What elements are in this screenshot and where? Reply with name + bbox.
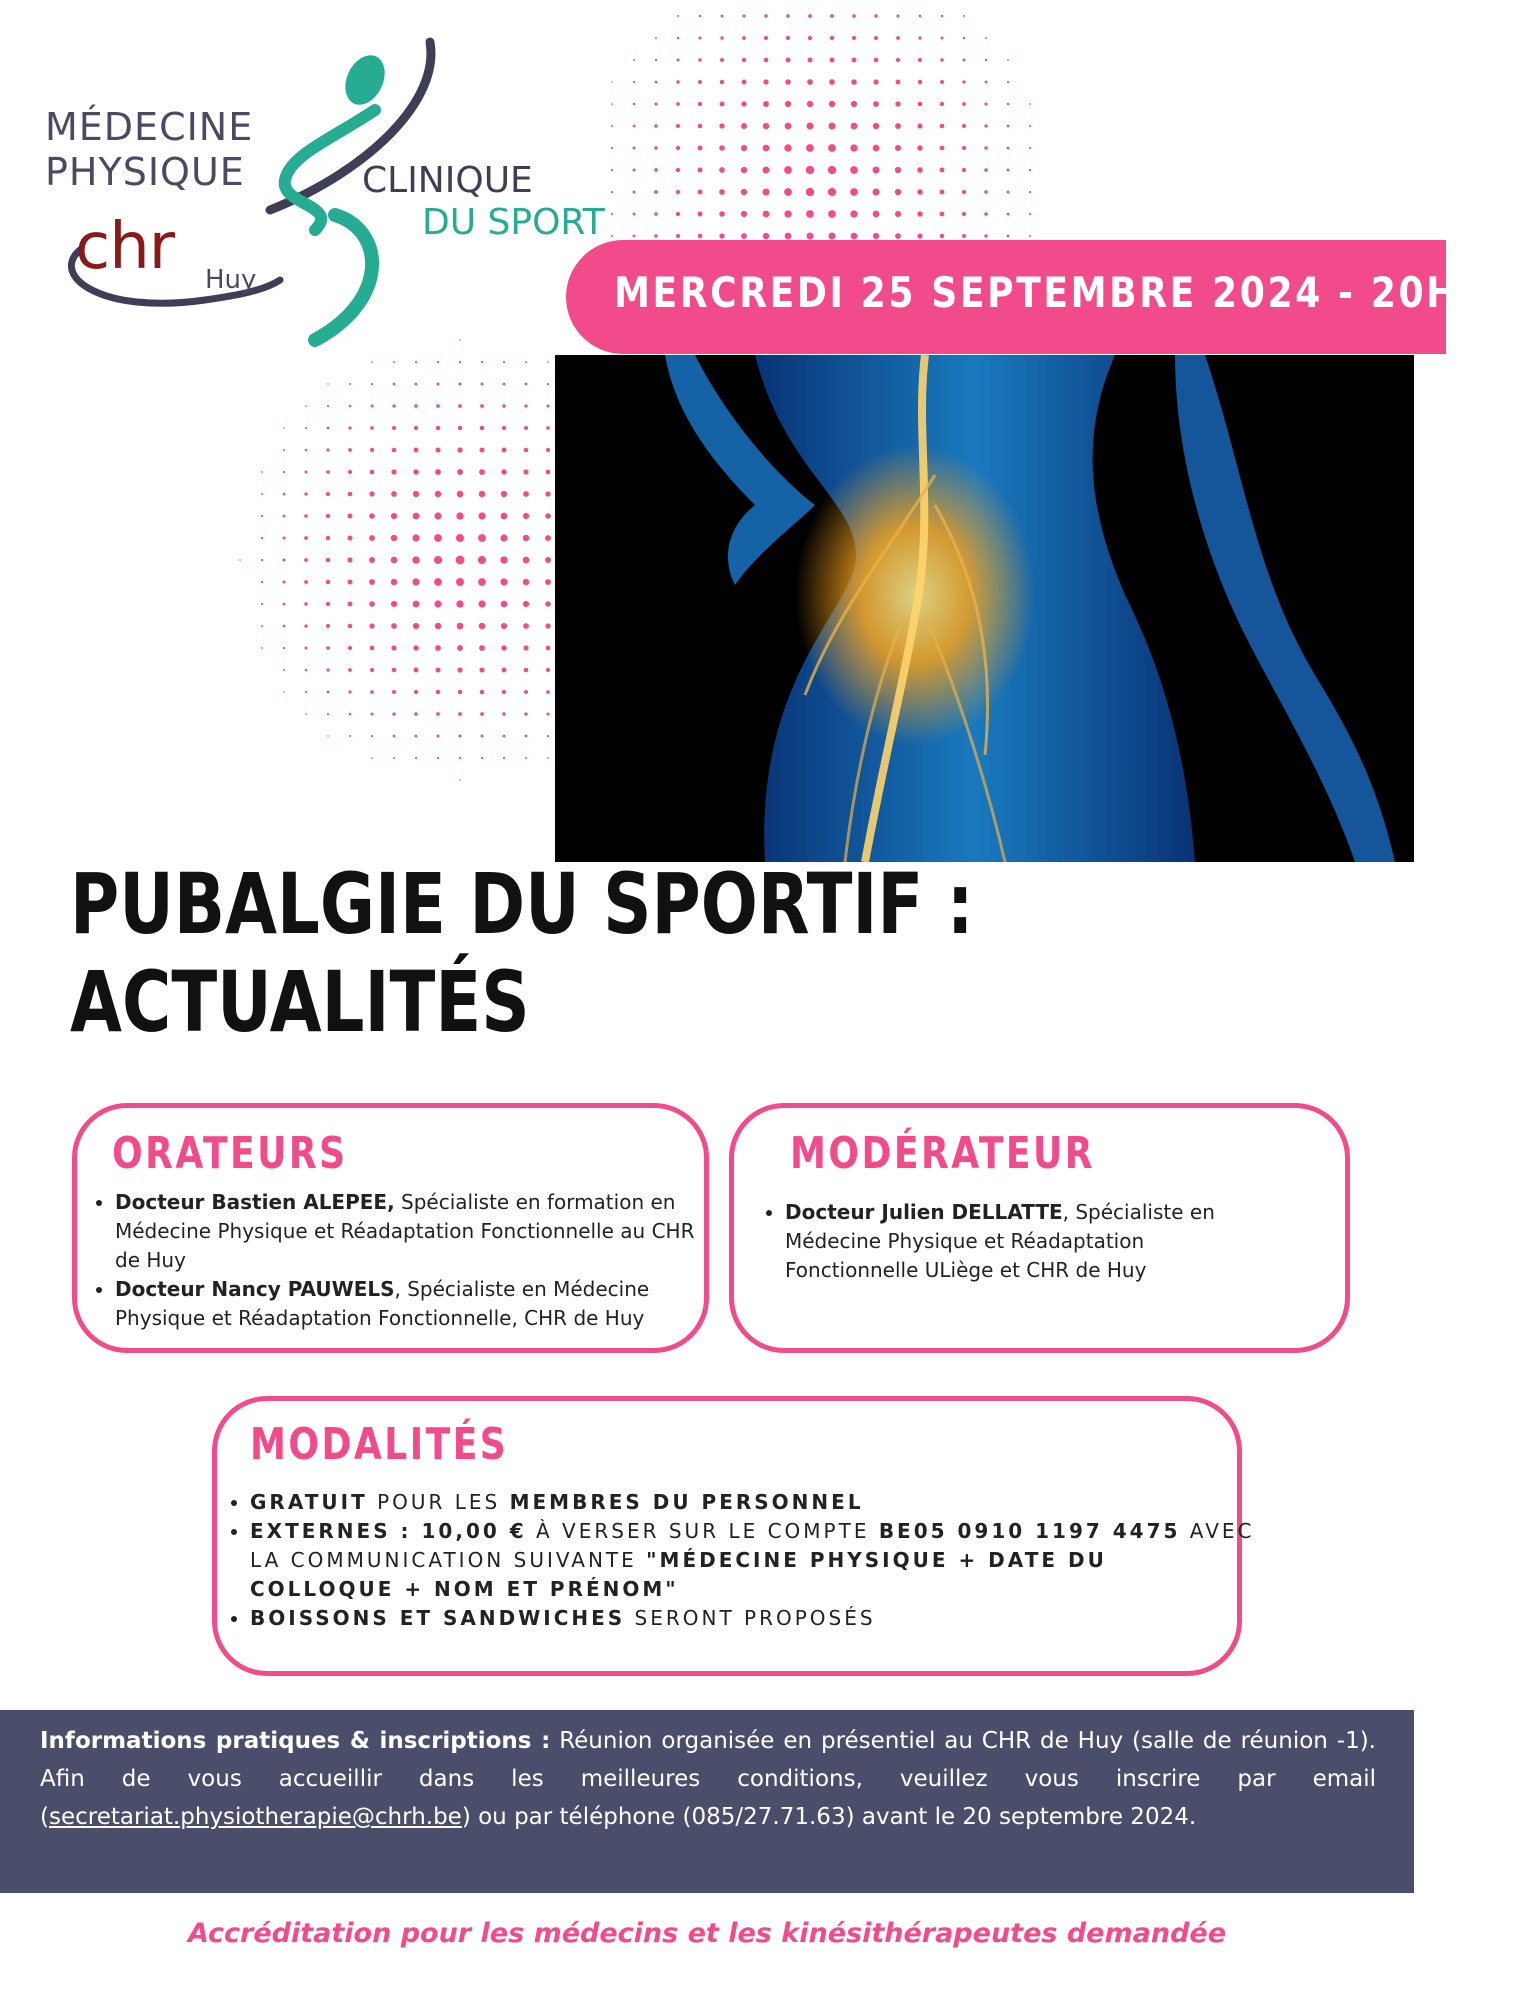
orateurs-list: [87, 1188, 700, 1333]
list-item: • BOISSONS ET SANDWICHES SERONT PROPOSÉS: [250, 1604, 1260, 1633]
title-line-1: PUBALGIE DU SPORTIF :: [70, 855, 974, 953]
orateurs-box: [72, 1103, 709, 1353]
moderateur-heading: MODÉRATEUR: [790, 1128, 1096, 1179]
list-item: • Docteur Nancy PAUWELS, Spécialiste en Médecine Physique et Réadaptation Fonctionnelle, CHR de Huy: [115, 1275, 700, 1333]
list-item: • Docteur Julien DELLATTE, Spécialiste en Médecine Physique et Réadaptation Fonctionnelle ULiège et CHR de Huy: [785, 1198, 1265, 1285]
list-item: • GRATUIT POUR LES MEMBRES DU PERSONNEL: [250, 1488, 1260, 1517]
logo-text-huy: Huy: [205, 265, 257, 295]
logo-text-clinique: CLINIQUE: [362, 160, 533, 201]
event-date-time: MERCREDI 25 SEPTEMBRE 2024 - 20H00: [614, 268, 1514, 317]
logo: [40, 40, 640, 360]
orateurs-heading: ORATEURS: [112, 1128, 348, 1179]
page-title: [70, 855, 974, 1051]
hero-anatomy-image: [555, 355, 1414, 862]
logo-text-physique: PHYSIQUE: [45, 150, 245, 194]
accreditation-note: Accréditation pour les médecins et les kinésithérapeutes demandée: [187, 1918, 1227, 1949]
moderateur-box: [729, 1103, 1350, 1353]
modalites-box: [212, 1396, 1255, 1676]
logo-text-medecine: MÉDECINE: [45, 105, 254, 149]
list-item: • Docteur Bastien ALEPEE, Spécialiste en formation en Médecine Physique et Réadaptation Fonctionnelle au CHR de Huy: [115, 1188, 700, 1275]
list-item: • EXTERNES : 10,00 € À VERSER SUR LE COMPTE BE05 0910 1197 4475 AVEC LA COMMUNICATION SUIVANTE "MÉDECINE PHYSIQUE + DATE DU COLLOQUE + NOM ET PRÉNOM": [250, 1517, 1260, 1604]
athlete-figure-icon: [40, 40, 640, 360]
moderateur-list: [757, 1198, 1265, 1285]
info-label: Informations pratiques & inscriptions :: [40, 1728, 551, 1754]
logo-text-du-sport: DU SPORT: [422, 202, 605, 243]
title-line-2: ACTUALITÉS: [70, 953, 530, 1051]
email-link[interactable]: secretariat.physiotherapie@chrh.be: [48, 1804, 462, 1830]
info-text: Informations pratiques & inscriptions : Réunion organisée en présentiel au CHR de Huy (salle de réunion -1). Afin de vous accueillir dans les meilleures conditions, veuillez vous inscrire par email (secretariat.physiotherapie@chrh.be) ou par téléphone (085/27.71.63) avant le 20 septembre 2024.: [40, 1728, 1376, 1830]
logo-text-chr: chr: [75, 210, 175, 284]
modalites-heading: MODALITÉS: [250, 1419, 509, 1470]
modalites-list: [222, 1488, 1260, 1633]
